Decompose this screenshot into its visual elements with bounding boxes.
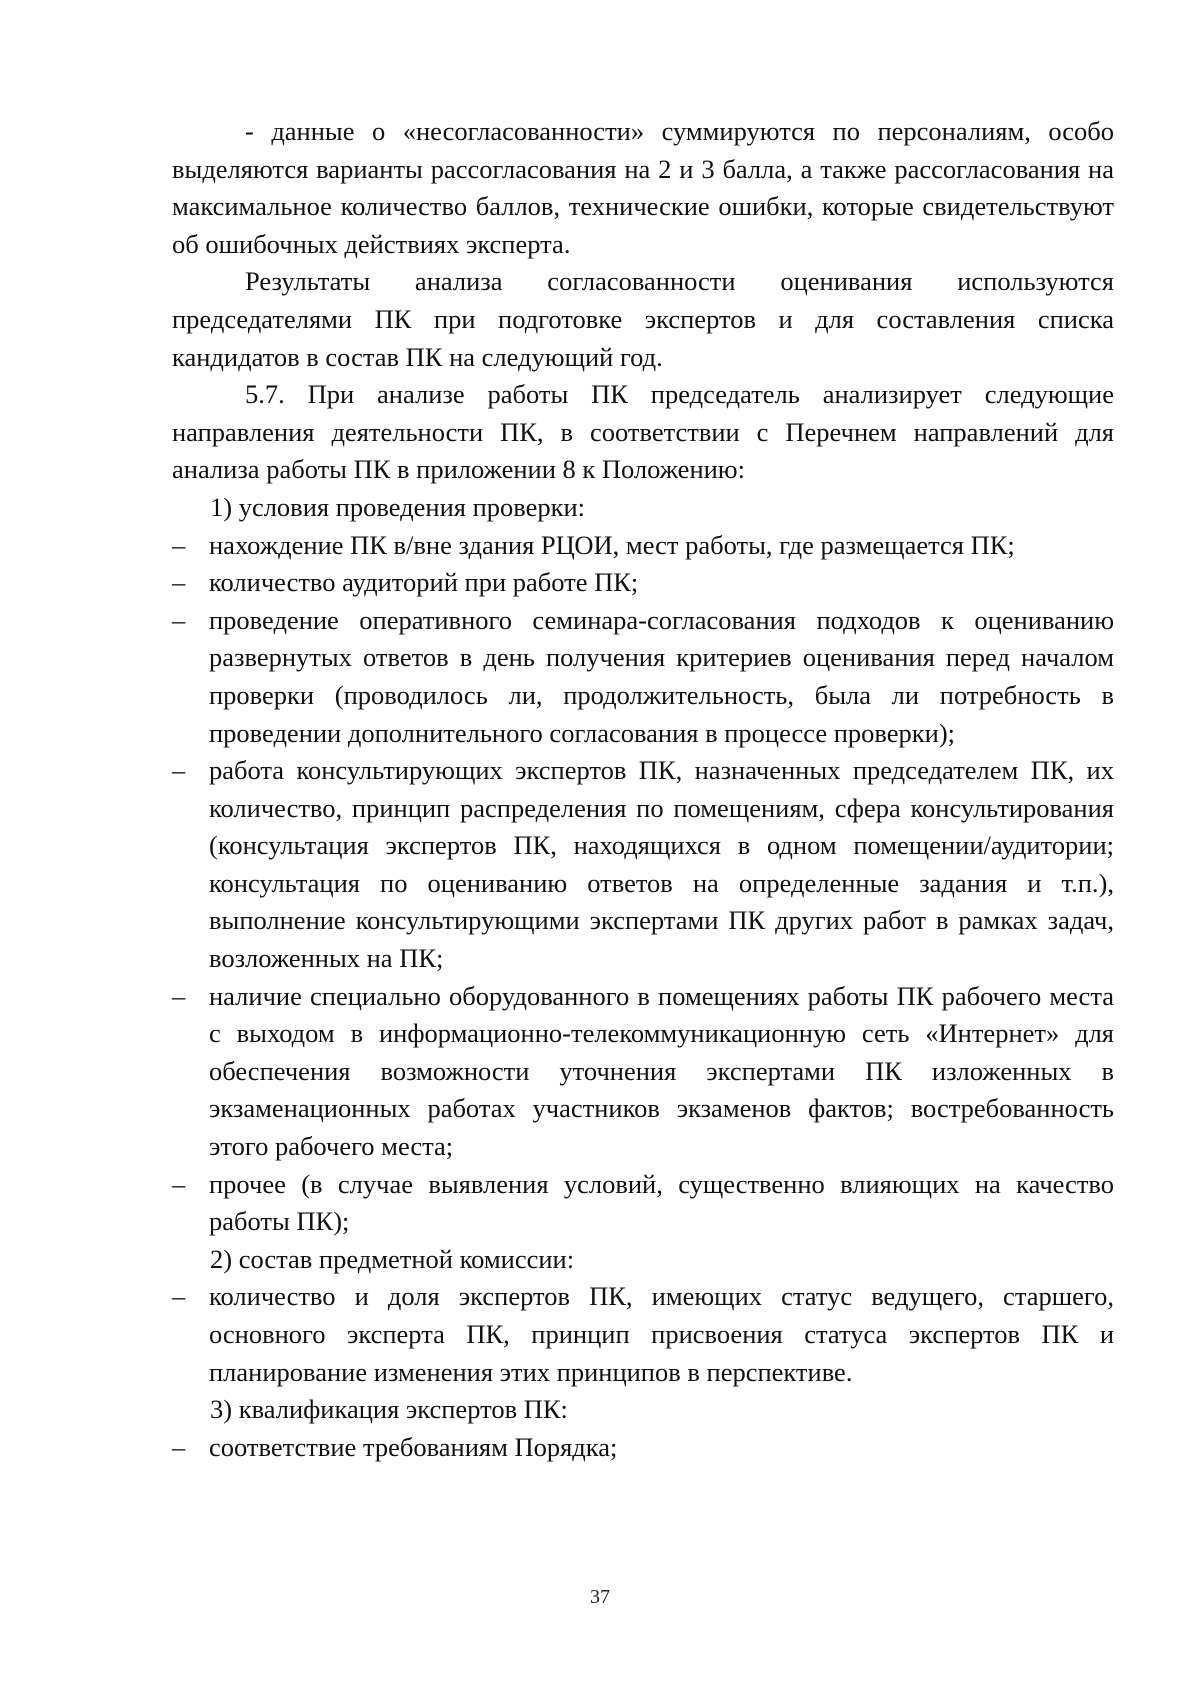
list-item-text: работа консультирующих экспертов ПК, назначенных председателем ПК, их количество, принцип распределения по помещениям, сфера консультирования (консультация экспертов ПК, находящихся в одном помещении/аудитории; консультация по оцениванию ответов на определенные задания и т.п.), выполнение консультирующими экспертами ПК других работ в рамках задач, возложенных на ПК; [209, 755, 1114, 974]
list-item-text: количество аудиторий при работе ПК; [209, 567, 639, 598]
list-item [172, 1429, 1114, 1467]
bullet-dash: – [172, 567, 186, 598]
list-item [172, 752, 1114, 978]
bullet-dash: – [172, 1281, 186, 1312]
page-body [172, 113, 1114, 1466]
list-item [172, 527, 1114, 565]
list-item [172, 1278, 1114, 1391]
paragraph-inconsistency-data: - данные о «несогласованности» суммируются по персоналиям, особо выделяются варианты рассогласования на 2 и 3 балла, а также рассогласования на максимальное количество баллов, технические ошибки, которые свидетельствуют об ошибочных действиях эксперта. [172, 116, 1114, 259]
bullet-dash: – [172, 529, 186, 560]
bullet-dash: – [172, 1168, 186, 1199]
list-item [172, 1166, 1114, 1241]
paragraph-section-5-7: 5.7. При анализе работы ПК председатель анализирует следующие направления деятельности ПК, в соответствии с Перечнем направлений для анализа работы ПК в приложении 8 к Положению: [172, 379, 1114, 485]
list-item-text: проведение оперативного семинара-согласования подходов к оцениванию развернутых ответов в день получения критериев оценивания перед началом проверки (проводилось ли, продолжительность, была ли потребность в проведении дополнительного согласования в процессе проверки); [209, 604, 1114, 748]
section-heading-conditions: 1) условия проведения проверки: [210, 491, 586, 522]
list-item-text: прочее (в случае выявления условий, существенно влияющих на качество работы ПК); [209, 1168, 1114, 1237]
section-heading-expert-qualification: 3) квалификация экспертов ПК: [210, 1394, 568, 1425]
list-item [172, 564, 1114, 602]
list-item-text: количество и доля экспертов ПК, имеющих статус ведущего, старшего, основного эксперта ПК, принцип присвоения статуса экспертов ПК и планирование изменения этих принципов в перспективе. [209, 1281, 1114, 1387]
bullet-dash: – [172, 1431, 186, 1462]
list-item [172, 602, 1114, 752]
page-number: 37 [590, 1586, 610, 1608]
list-item-text: соответствие требованиям Порядка; [209, 1431, 618, 1462]
bullet-dash: – [172, 604, 186, 635]
list-item-text: наличие специально оборудованного в помещениях работы ПК рабочего места с выходом в информационно-телекоммуникационную сеть «Интернет» для обеспечения возможности уточнения экспертами ПК изложенных в экзаменационных работах участников экзаменов фактов; востребованность этого рабочего места; [209, 980, 1114, 1162]
section-heading-commission-composition: 2) состав предметной комиссии: [210, 1243, 575, 1274]
list-item-text: нахождение ПК в/вне здания РЦОИ, мест работы, где размещается ПК; [209, 529, 1015, 560]
list-item [172, 978, 1114, 1166]
bullet-dash: – [172, 755, 186, 786]
paragraph-analysis-results: Результаты анализа согласованности оценивания используются председателями ПК при подготовке экспертов и для составления списка кандидатов в состав ПК на следующий год. [172, 266, 1114, 372]
bullet-dash: – [172, 980, 186, 1011]
